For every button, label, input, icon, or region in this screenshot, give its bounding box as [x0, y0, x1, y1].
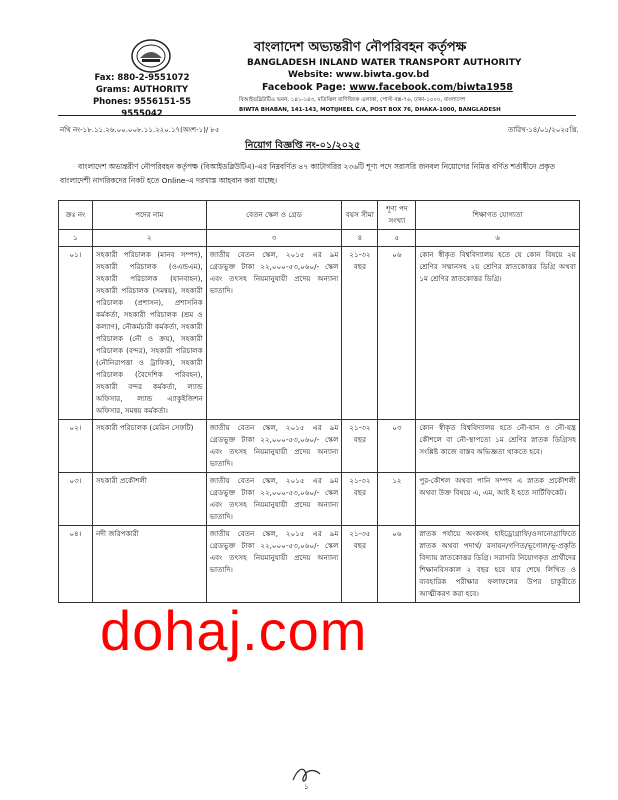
facebook-label: Facebook Page:: [262, 82, 350, 93]
col-number: ১: [59, 230, 93, 247]
row-post: সহকারী পরিচালক (মানব সম্পদ), সহকারী পরিচালক (ওএন্ডএম), সহকারী পরিচালক (যানবাহন), সহকারী পরিচালক (সমন্বয়), সহকারী পরিচালক (প্রশাসন), প্রশাসনিক কর্মকর্তা, সহকারী পরিচালক (শ্রম ও কল্যাণ), নৌকর্মচারী কর্মকর্তা, সহকারী পরিচালক (নৌ ও ক্রয়), সহকারী পরিচালক (বন্দর), সহকারী পরিচালক (নৌনিরাপত্তা ও ট্রাফিক), সহকারী পরিচালক (বৈদেশিক পরিবহন), সহকারী বন্দর কর্মকর্তা, ল্যান্ড অফিসার, ল্যান্ড এ্যাকুইজিশন অফিসার, সমন্বয় কর্মকর্তা।: [92, 247, 206, 420]
table-row: [59, 247, 580, 420]
column-number-row: [59, 230, 580, 247]
col-number: ৩: [206, 230, 342, 247]
phones-text: Phones: 9556151-55: [92, 97, 192, 107]
col-number: ৫: [378, 230, 416, 247]
col-number: ৬: [416, 230, 580, 247]
row-scale: জাতীয় বেতন স্কেল, ২০১৫ এর ৯ম গ্রেডভুক্ত টাকা ২২,০০০-৫৩,০৬০/- স্কেল এবং তৎসহ নিয়মানুযায়ী প্রদেয় অন্যান্য ভাতাদি।: [206, 473, 342, 526]
row-age: ২১-৩২ বছর: [342, 420, 378, 473]
notice-title: নিয়োগ বিজ্ঞপ্তি নং-০১/২০২৫: [245, 140, 361, 151]
table-row: [59, 526, 580, 603]
header-vacancy: শূণ্য পদ সংখ্যা: [378, 201, 416, 230]
table-header-row: [59, 201, 580, 230]
watermark-text: dohaj.com: [100, 599, 368, 662]
row-scale: জাতীয় বেতন স্কেল, ২০১৫ এর ৯ম গ্রেডভুক্ত টাকা ২২,০০০-৫৩,০৬০/- স্কেল এবং তৎসহ নিয়মানুযায়ী প্রদেয় অন্যান্য ভাতাদি।: [206, 420, 342, 473]
header-divider: [58, 115, 576, 116]
row-vacancy: ০৬: [378, 247, 416, 420]
row-serial: ০৩।: [59, 473, 93, 526]
row-post: সহকারী পরিচালক (মেরিন সেফটি): [92, 420, 206, 473]
row-serial: ০৪।: [59, 526, 93, 603]
facebook-link[interactable]: www.facebook.com/biwta1958: [349, 82, 513, 93]
header-age: বয়স সীমা: [342, 201, 378, 230]
row-post: নদী জরিপকারী: [92, 526, 206, 603]
header-serial: ক্রঃ নং: [59, 201, 93, 230]
grams-text: Grams: AUTHORITY: [95, 85, 189, 95]
phones2-text: 9555042: [121, 109, 163, 119]
header-post: পদের নাম: [92, 201, 206, 230]
row-scale: জাতীয় বেতন স্কেল, ২০১৫ এর ৯ম গ্রেডভুক্ত টাকা ২২,০০০-৫৩,০৬০/- স্কেল এবং তৎসহ নিয়মানুযায়ী প্রদেয় অন্যান্য ভাতাদি।: [206, 526, 342, 603]
row-qualification: কোন স্বীকৃত বিশ্ববিদ্যালয় হতে যে কোন বিষয়ে ২য় শ্রেণির সম্মানসহ ২য় শ্রেণির স্নাতকোত্তর ডিগ্রি অথবা ১ম শ্রেণির স্নাতকোত্তর ডিগ্রি।: [416, 247, 580, 420]
row-post: সহকারী প্রকৌশলী: [92, 473, 206, 526]
address-english: BIWTA BHABAN, 141-143, MOTIJHEEL C/A, POST BOX 76, DHAKA-1000, BANGLADESH: [239, 107, 501, 113]
header-scale: বেতন স্কেল ও গ্রেড: [206, 201, 342, 230]
row-vacancy: ০৩: [378, 420, 416, 473]
memo-number: নথি নং-১৮.১১.২৬.০০.০০৮.১১.২২০.১৭(অংশ-১)/ ৮৫: [60, 126, 220, 134]
vacancy-table: [58, 200, 580, 603]
col-number: ৪: [342, 230, 378, 247]
website-text: Website: www.biwta.gov.bd: [288, 70, 430, 80]
table-row: [59, 473, 580, 526]
col-number: ২: [92, 230, 206, 247]
row-qualification: স্নাতক পর্যায়ে অংকসহ হাইড্রোগ্রাফি/ওসানোগ্রাফিতে স্নাতক অথবা পদার্থ/ রসায়ন/গণিত/ভূগোল/ভূ-প্রকৃতি বিদ্যায় স্নাতকোত্তর ডিগ্রি। সরাসরি নিয়োগকৃত প্রার্থীদের শিক্ষানবিসকাল ২ বছর হবে যার শেষে লিখিত ও ব্যবহারিক পরীক্ষার ফলাফলের উপর চাকুরীতে আত্মীকরণ করা হবে।: [416, 526, 580, 603]
signature-mark: [290, 762, 324, 790]
org-name-bangla: বাংলাদেশ অভ্যন্তরীণ নৌপরিবহন কর্তৃপক্ষ: [254, 40, 467, 55]
row-vacancy: ০৬: [378, 526, 416, 603]
row-serial: ০২।: [59, 420, 93, 473]
address-bangla: বিআইডব্লিউটিএ ভবন, ১৪১-১৪৩, মতিঝিল বাণিজ্যিক এলাকা, পোস্ট বক্স-৭৬, ঢাকা-১০০০, বাংলাদেশ: [239, 97, 466, 103]
page-number: ১: [304, 783, 309, 790]
row-age: ২১-৩২ বছর: [342, 247, 378, 420]
fax-text: Fax: 880-2-9551072: [94, 73, 190, 83]
intro-paragraph: বাংলাদেশ অভ্যন্তরীণ নৌপরিবহন কর্তৃপক্ষ (বিআইডব্লিউটিএ)-এর নিম্নবর্ণিত ৪৭ ক্যাটাগরির ২৩৬টি শূণ্য পদে সরাসরি জনবল নিয়োগের নিমিত্ত বর্ণিত শর্তাধীনে প্রকৃত বাংলাদেশী নাগরিকদের নিকট হতে Online-এ দরখাস্ত আহবান করা যাচ্ছে।: [60, 162, 555, 185]
row-age: ২১-৩২ বছর: [342, 473, 378, 526]
biwta-logo: [130, 38, 172, 74]
row-vacancy: ১২: [378, 473, 416, 526]
table-row: [59, 420, 580, 473]
facebook-line: [262, 82, 513, 93]
contact-block: [92, 72, 192, 120]
row-scale: জাতীয় বেতন স্কেল, ২০১৫ এর ৯ম গ্রেডভুক্ত টাকা ২২,০০০-৫৩,০৬০/- স্কেল এবং তৎসহ নিয়মানুযায়ী প্রদেয় অন্যান্য ভাতাদি।: [206, 247, 342, 420]
row-qualification: কোন স্বীকৃত বিশ্ববিদ্যালয় হতে নৌ-যান ও নৌ-যন্ত্র কৌশলে বা নৌ-স্থাপত্যে ১ম শ্রেণির স্নাতক ডিগ্রিসহ সংশ্লিষ্ট কাজে বাস্তব অভিজ্ঞতা থাকতে হবে।: [416, 420, 580, 473]
row-serial: ০১।: [59, 247, 93, 420]
header-qualification: শিক্ষাগত যোগ্যতা: [416, 201, 580, 230]
notice-date: তারিখ-১৪/০১/২০২৫খ্রি.: [508, 126, 579, 134]
row-age: ২১-৩৫ বছর: [342, 526, 378, 603]
org-name-english: BANGLADESH INLAND WATER TRANSPORT AUTHORITY: [247, 58, 522, 68]
row-qualification: পুর-কৌশল অথবা পানি সম্পদ এ স্নাতক প্রকৌশলী অথবা উক্ত বিষয়ে এ, এম, আই ই হতে সার্টিফিকেট।: [416, 473, 580, 526]
